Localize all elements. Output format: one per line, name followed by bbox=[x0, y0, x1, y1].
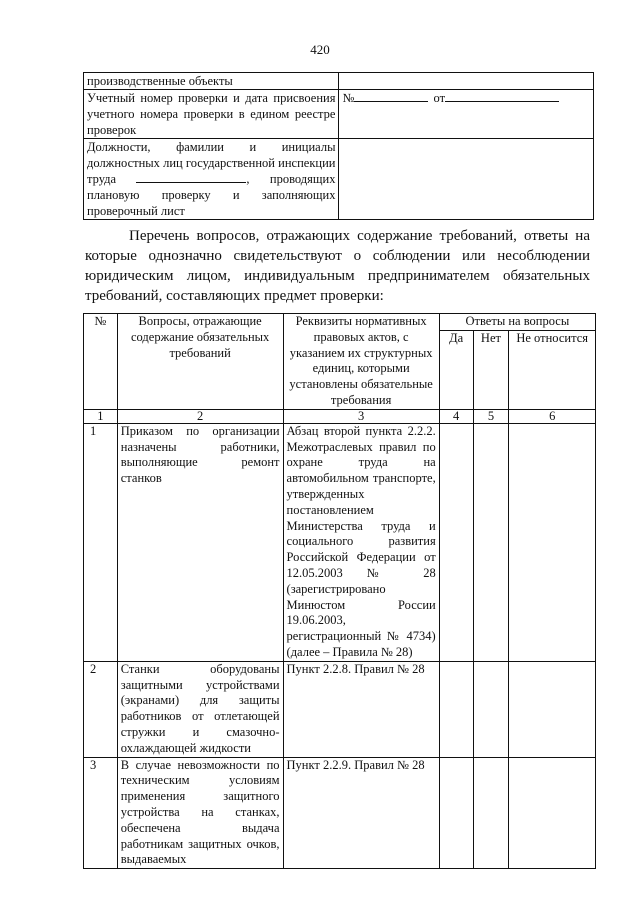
col-number: 1 bbox=[84, 409, 118, 423]
info-objects-value bbox=[339, 73, 594, 90]
col-number: 2 bbox=[117, 409, 283, 423]
col-number: 4 bbox=[439, 409, 473, 423]
column-numbers-row bbox=[84, 409, 596, 423]
row-number: 1 bbox=[84, 423, 118, 661]
header-no: Нет bbox=[473, 330, 509, 409]
col-number: 3 bbox=[283, 409, 439, 423]
header-yes: Да bbox=[439, 330, 473, 409]
col-number: 6 bbox=[509, 409, 596, 423]
answer-na-cell[interactable] bbox=[509, 661, 596, 757]
header-questions: Вопросы, отражающие содержание обязательных требований bbox=[117, 314, 283, 410]
answer-na-cell[interactable] bbox=[509, 423, 596, 661]
table-row bbox=[84, 423, 596, 661]
header-requisites: Реквизиты нормативных правовых актов, с указанием их структурных единиц, которыми установлены обязательные требования bbox=[283, 314, 439, 410]
number-sign: № bbox=[342, 91, 355, 105]
answer-no-cell[interactable] bbox=[473, 423, 509, 661]
info-objects-label: производственные объекты bbox=[84, 73, 339, 90]
info-inspectors-label: Должности, фамилии и инициалы должностных лиц государственной инспекции труда , проводящих плановую проверку и заполняющих проверочный лист bbox=[84, 139, 339, 220]
header-na: Не относится bbox=[509, 330, 596, 409]
row-question: В случае невозможности по техническим условиям применения защитного устройства на станках, обеспечена выдача работникам защитных очков, выдаваемых bbox=[117, 757, 283, 869]
inspection-info-table bbox=[83, 72, 594, 220]
answer-yes-cell[interactable] bbox=[439, 757, 473, 869]
registration-date-blank bbox=[445, 90, 559, 102]
row-number: 3 bbox=[84, 757, 118, 869]
answer-no-cell[interactable] bbox=[473, 757, 509, 869]
checklist-table bbox=[83, 313, 596, 869]
answer-no-cell[interactable] bbox=[473, 661, 509, 757]
row-requisites: Пункт 2.2.9. Правил № 28 bbox=[283, 757, 439, 869]
page-number: 420 bbox=[310, 42, 330, 57]
header-answers: Ответы на вопросы bbox=[439, 314, 595, 331]
table-row bbox=[84, 661, 596, 757]
row-question: Приказом по организации назначены работники, выполняющие ремонт станков bbox=[117, 423, 283, 661]
answer-yes-cell[interactable] bbox=[439, 661, 473, 757]
checklist-intro: Перечень вопросов, отражающих содержание требований, ответы на которые однозначно свидетельствуют о соблюдении или несоблюдении юридическим лицом, индивидуальным предпринимателем обязательных требований, составляющих предмет проверки: bbox=[85, 228, 590, 304]
inspection-name-blank bbox=[136, 171, 246, 183]
row-question: Станки оборудованы защитными устройствами (экранами) для защиты работников от отлетающей стружки и смазочно-охлаждающей жидкости bbox=[117, 661, 283, 757]
info-row-inspectors bbox=[84, 139, 594, 220]
row-number: 2 bbox=[84, 661, 118, 757]
header-row bbox=[84, 314, 596, 331]
inspectors-label-part2: проводящих плановую проверку и заполняющих проверочный лист bbox=[87, 172, 336, 218]
info-row-objects bbox=[84, 73, 594, 90]
header-num: № bbox=[84, 314, 118, 410]
info-registration-label: Учетный номер проверки и дата присвоения учетного номера проверки в едином реестре проверок bbox=[84, 90, 339, 139]
inspectors-label-part1: Должности, фамилии и инициалы должностных лиц государственной инспекции труда bbox=[87, 140, 336, 186]
registration-number-blank bbox=[354, 90, 428, 102]
answer-yes-cell[interactable] bbox=[439, 423, 473, 661]
info-inspectors-value bbox=[339, 139, 594, 220]
row-requisites: Абзац второй пункта 2.2.2. Межотраслевых правил по охране труда на автомобильном транспорте, утвержденных постановлением Министерства труда и социального развития Российской Федерации от 12.05.2003 № 28 (зарегистрировано Минюстом России 19.06.2003, регистрационный № 4734) (далее – Правила № 28) bbox=[283, 423, 439, 661]
info-row-registration bbox=[84, 90, 594, 139]
col-number: 5 bbox=[473, 409, 509, 423]
table-row bbox=[84, 757, 596, 869]
row-requisites: Пункт 2.2.8. Правил № 28 bbox=[283, 661, 439, 757]
from-label: от bbox=[433, 91, 446, 105]
answer-na-cell[interactable] bbox=[509, 757, 596, 869]
info-registration-value bbox=[339, 90, 594, 139]
